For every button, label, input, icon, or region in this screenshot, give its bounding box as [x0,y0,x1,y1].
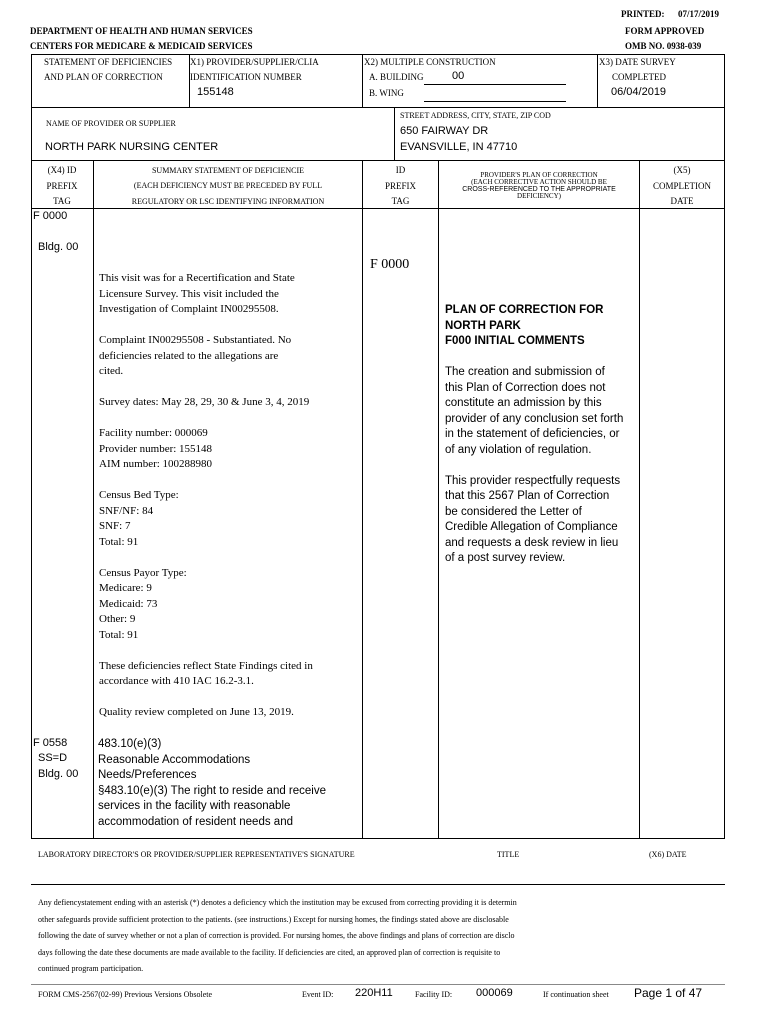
x6-date-label: (X6) DATE [649,850,687,859]
summary-line: Total: 91 [99,628,139,641]
f0558-line: 483.10(e)(3) [98,738,162,750]
summary-line: Census Bed Type: [99,489,179,501]
summary-line: SNF: 7 [99,520,131,532]
tag-ssd: SS=D [38,752,68,764]
f0558-line: accommodation of resident needs and [98,815,293,828]
summary-line: Total: 91 [99,535,139,548]
printed-label: PRINTED: [621,9,665,19]
summary-line [99,411,313,427]
poc-title [445,303,603,350]
disclaimer-line: other safeguards provide sufficient protection to the patients. (see instructions.) Except for nursing homes, the findings stated above are disclosable [38,914,509,924]
x5-header-1: (X5) [673,165,691,175]
poc-line: and requests a desk review in lieu [445,536,619,549]
address-city: EVANSVILLE, IN 47710 [400,141,518,153]
summary-line [99,318,313,334]
wing-label: B. WING [369,88,404,98]
summary-line: Medicaid: 73 [99,597,158,610]
poc-title-line: PLAN OF CORRECTION FOR [445,304,604,316]
building-label: A. BUILDING [369,72,424,82]
tag-f0000: F 0000 [33,210,68,222]
x5-header-3: DATE [670,196,694,206]
printed-date: 07/17/2019 [678,9,720,19]
address-street: 650 FAIRWAY DR [400,125,489,137]
x3-label: X3) DATE SURVEY [599,57,676,67]
poc-header-3: CROSS-REFERENCED TO THE APPROPRIATE [462,186,616,193]
x5-header-2: COMPLETION [653,181,711,191]
poc-line: constitute an admission by this [445,397,602,409]
poc-header-2: (EACH CORRECTIVE ACTION SHOULD BE [471,178,607,186]
summary-line: Licensure Survey. This visit included the [99,287,279,300]
disclaimer-line: continued program participation. [38,964,144,973]
page-number: Page 1 of 47 [634,986,703,1000]
address-label: STREET ADDRESS, CITY, STATE, ZIP COD [400,111,551,120]
signature-label: LABORATORY DIRECTOR'S OR PROVIDER/SUPPLIER REPRESENTATIVE'S SIGNATURE [38,850,355,859]
f0558-text [98,737,326,830]
disclaimer-text [38,895,517,978]
summary-line [99,690,313,706]
summary-header-2: (EACH DEFICIENCY MUST BE PRECEDED BY FULL [133,181,323,190]
x2-label: X2) MULTIPLE CONSTRUCTION [364,57,496,67]
provider-name-label: NAME OF PROVIDER OR SUPPLIER [46,119,176,128]
title-label: TITLE [497,850,520,859]
summary-line: Census Payor Type: [99,566,187,579]
event-id-label: Event ID: [302,990,334,999]
x4-header-2: PREFIX [46,181,78,191]
id-header-3: TAG [391,196,410,206]
summary-line [99,473,313,489]
summary-line: Survey dates: May 28, 29, 30 & June 3, 4, 2019 [99,396,310,408]
summary-line: cited. [99,365,124,377]
statement-label-1: STATEMENT OF DEFICIENCIES [44,57,173,67]
x1-label: X1) PROVIDER/SUPPLIER/CLIA [190,57,319,67]
form-number: FORM CMS-2567(02-99) Previous Versions Obsolete [38,990,213,999]
summary-header-1: SUMMARY STATEMENT OF DEFICIENCIE [151,166,305,175]
f0558-line: §483.10(e)(3) The right to reside and receive [98,784,327,797]
centers-title: CENTERS FOR MEDICARE & MEDICAID SERVICES [30,41,253,51]
poc-line [445,458,623,474]
f0558-line: Needs/Preferences [98,769,197,781]
poc-title-line: NORTH PARK [445,319,521,332]
facility-id-label: Facility ID: [415,990,453,999]
building-value: 00 [452,70,465,82]
poc-line: Credible Allegation of Compliance [445,521,618,533]
poc-line: provider of any conclusion set forth [445,412,624,425]
poc-text [445,365,623,567]
facility-id-value: 000069 [476,987,513,999]
summary-line: These deficiencies reflect State Findings cited in [99,659,313,672]
poc-title-line: F000 INITIAL COMMENTS [445,335,585,347]
poc-line: that this 2567 Plan of Correction [445,490,610,502]
department-title: DEPARTMENT OF HEALTH AND HUMAN SERVICES [30,26,253,36]
event-id-value: 220H11 [355,987,393,999]
tag-f0558: F 0558 [33,737,68,749]
poc-header-4: DEFICIENCY) [517,192,561,200]
survey-date-value: 06/04/2019 [611,86,667,98]
summary-line: accordance with 410 IAC 16.2-3.1. [99,675,254,687]
x4-header-1: (X4) ID [47,165,77,175]
poc-line: this Plan of Correction does not [445,381,606,394]
summary-line: Quality review completed on June 13, 2019. [99,706,294,718]
poc-line: The creation and submission of [445,366,605,378]
tag-f0000-right: F 0000 [370,257,410,272]
disclaimer-line: days following the date these documents are made available to the facility. If deficiencies are cited, an approved plan of correction is requisite to [38,947,501,957]
summary-line: Medicare: 9 [99,582,152,594]
id-header-2: PREFIX [384,181,416,191]
f0558-line: services in the facility with reasonable [98,800,291,812]
summary-line: Complaint IN00295508 - Substantiated. No [99,334,292,346]
omb-number: OMB NO. 0938-039 [625,41,702,51]
summary-line: Provider number: 155148 [99,442,213,455]
summary-line: deficiencies related to the allegations are [99,349,279,362]
disclaimer-line: Any defiencystatement ending with an asterisk (*) denotes a deficiency which the institution may be excused from correcting providing it is determin [38,898,517,907]
disclaimer-line: following the date of survey whether or not a plan of correction is provided. For nursing homes, the above findings and plans of correction are disclo [38,931,515,940]
poc-header-1: PROVIDER'S PLAN OF CORRECTION [480,171,598,179]
summary-line [99,643,313,659]
poc-line: be considered the Letter of [445,505,582,518]
summary-line: SNF/NF: 84 [99,504,154,517]
x3-sublabel: COMPLETED [612,72,666,82]
f0558-line: Reasonable Accommodations [98,753,251,766]
form-approved: FORM APPROVED [625,26,705,36]
statement-label-2: AND PLAN OF CORRECTION [44,72,163,82]
continuation-label: If continuation sheet [543,990,609,999]
poc-line: This provider respectfully requests [445,474,621,487]
poc-line: of a post survey review. [445,552,566,564]
x1-sublabel: IDENTIFICATION NUMBER [190,72,302,82]
summary-line: Other: 9 [99,613,136,625]
poc-line: of any violation of regulation. [445,443,592,456]
summary-line: Facility number: 000069 [99,427,208,439]
id-header-1: ID [395,165,406,175]
provider-id-value: 155148 [197,86,234,98]
summary-header-3: REGULATORY OR LSC IDENTIFYING INFORMATION [131,197,325,206]
tag-bldg-1: Bldg. 00 [38,241,79,253]
summary-line: AIM number: 100288980 [99,458,213,470]
provider-name-value: NORTH PARK NURSING CENTER [45,141,219,153]
summary-line: Investigation of Complaint IN00295508. [99,303,279,315]
x4-header-3: TAG [53,196,71,206]
summary-line [99,380,313,396]
summary-line: This visit was for a Recertification and State [99,272,295,284]
summary-text [99,271,313,721]
poc-line: in the statement of deficiencies, or [445,428,620,440]
tag-bldg-2: Bldg. 00 [38,768,79,780]
summary-line [99,550,313,566]
